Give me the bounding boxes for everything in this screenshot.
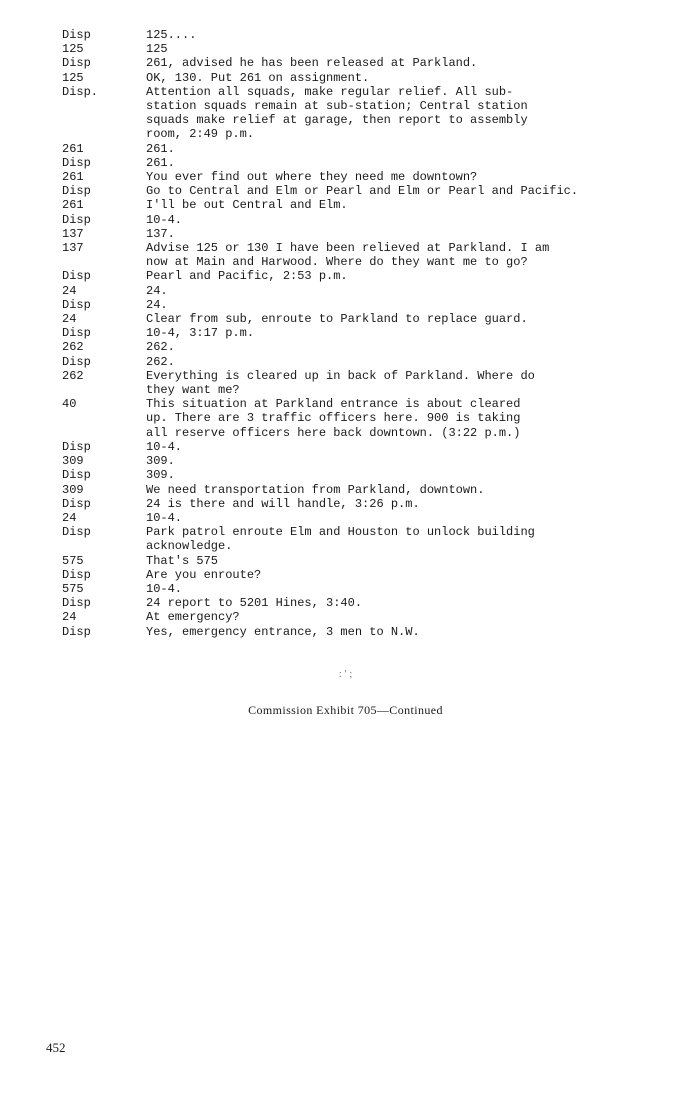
speaker-label: 262 [62, 368, 84, 383]
message-text: Are you enroute? [146, 567, 262, 582]
speaker-label: Disp [62, 596, 91, 611]
transcript-row [62, 468, 672, 482]
transcript-row [62, 241, 672, 269]
transcript-row [62, 355, 672, 369]
transcript-row [62, 596, 672, 610]
message-text: 261. [146, 155, 175, 170]
transcript-row [62, 56, 672, 70]
message-text: 10-4. [146, 510, 183, 525]
stray-marks: : ' ; [338, 668, 353, 680]
transcript-row [62, 610, 672, 624]
transcript-row [62, 397, 672, 440]
page-number: 452 [46, 1040, 66, 1055]
transcript-row [62, 142, 672, 156]
speaker-label: Disp [62, 496, 91, 511]
transcript-row [62, 28, 672, 42]
transcript-row [62, 298, 672, 312]
transcript-row [62, 85, 672, 142]
transcript-row [62, 554, 672, 568]
transcript-row [62, 454, 672, 468]
message-text: 10-4. [146, 581, 183, 596]
speaker-label: Disp [62, 155, 91, 170]
transcript-row [62, 269, 672, 283]
message-text: 24. [146, 297, 168, 312]
message-text: Everything is cleared up in back of Parkland. Where do they want me? [146, 368, 535, 398]
speaker-label: 137 [62, 241, 84, 256]
transcript-row [62, 369, 672, 397]
transcript-row [62, 213, 672, 227]
speaker-label: 137 [62, 226, 84, 241]
speaker-label: Disp [62, 326, 91, 341]
transcript-row [62, 312, 672, 326]
speaker-label: Disp [62, 525, 91, 540]
speaker-label: 309 [62, 454, 84, 469]
message-text: 24. [146, 283, 168, 298]
message-text: Advise 125 or 130 I have been relieved at Parkland. I am now at Main and Harwood. Where do they want me to go? [146, 241, 550, 270]
speaker-label: 309 [62, 482, 84, 497]
transcript-row [62, 326, 672, 340]
exhibit-caption: Commission Exhibit 705—Continued [248, 703, 443, 717]
message-text: Clear from sub, enroute to Parkland to replace guard. [146, 312, 528, 327]
speaker-label: 261 [62, 198, 84, 213]
speaker-label: 575 [62, 581, 84, 596]
transcript-row [62, 483, 672, 497]
transcript-row [62, 625, 672, 639]
speaker-label: Disp [62, 184, 91, 199]
speaker-label: 125 [62, 70, 84, 85]
message-text: 24 is there and will handle, 3:26 p.m. [146, 496, 420, 511]
speaker-label: 40 [62, 397, 77, 412]
transcript-row [62, 568, 672, 582]
transcript-row [62, 582, 672, 596]
message-text: We need transportation from Parkland, downtown. [146, 482, 485, 497]
transcript-row [62, 156, 672, 170]
message-text: OK, 130. Put 261 on assignment. [146, 70, 370, 85]
message-text: 10-4, 3:17 p.m. [146, 326, 255, 341]
speaker-label: Disp [62, 269, 91, 284]
transcript-row [62, 71, 672, 85]
speaker-label: 261 [62, 141, 84, 156]
message-text: 10-4. [146, 212, 183, 227]
speaker-label: 261 [62, 170, 84, 185]
message-text: 125.... [146, 28, 197, 42]
transcript-row [62, 511, 672, 525]
message-text: Attention all squads, make regular relief. All sub- station squads remain at sub-station; Central station squads make relief at garage, then report to assembly room, 2:49 p.m. [146, 84, 528, 142]
speaker-label: 24 [62, 610, 77, 625]
speaker-label: 24 [62, 283, 77, 298]
speaker-label: Disp [62, 297, 91, 312]
message-text: At emergency? [146, 610, 240, 625]
message-text: This situation at Parkland entrance is about cleared up. There are 3 traffic officers here. 900 is taking all reserve officers here back downtown. (3:22 p.m.) [146, 397, 521, 440]
speaker-label: Disp. [62, 84, 99, 99]
message-text: That's 575 [146, 553, 219, 568]
message-text: 309. [146, 454, 175, 469]
transcript-row [62, 198, 672, 212]
speaker-label: Disp [62, 468, 91, 483]
message-text: 262. [146, 354, 175, 369]
radio-log-transcript [62, 28, 672, 639]
transcript-row [62, 440, 672, 454]
speaker-label: 125 [62, 42, 84, 57]
speaker-label: Disp [62, 212, 91, 227]
message-text: 137. [146, 226, 175, 241]
message-text: 261. [146, 141, 175, 156]
message-text: Yes, emergency entrance, 3 men to N.W. [146, 624, 420, 639]
transcript-row [62, 284, 672, 298]
message-text: You ever find out where they need me downtown? [146, 170, 478, 185]
speaker-label: Disp [62, 56, 91, 71]
transcript-row [62, 184, 672, 198]
speaker-label: Disp [62, 439, 91, 454]
message-text: Go to Central and Elm or Pearl and Elm or Pearl and Pacific. [146, 184, 579, 199]
message-text: Pearl and Pacific, 2:53 p.m. [146, 269, 348, 284]
speaker-label: Disp [62, 624, 91, 639]
transcript-row [62, 227, 672, 241]
message-text: 309. [146, 468, 175, 483]
message-text: 125 [146, 42, 168, 57]
transcript-row [62, 497, 672, 511]
speaker-label: 575 [62, 553, 84, 568]
speaker-label: 24 [62, 312, 77, 327]
message-text: Park patrol enroute Elm and Houston to unlock building acknowledge. [146, 525, 535, 554]
message-text: I'll be out Central and Elm. [146, 198, 348, 213]
speaker-label: Disp [62, 28, 91, 42]
message-text: 262. [146, 340, 175, 355]
transcript-row [62, 525, 672, 553]
speaker-label: Disp [62, 567, 91, 582]
speaker-label: 262 [62, 340, 84, 355]
message-text: 10-4. [146, 439, 183, 454]
transcript-row [62, 42, 672, 56]
speaker-label: 24 [62, 510, 77, 525]
speaker-label: Disp [62, 354, 91, 369]
transcript-row [62, 340, 672, 354]
message-text: 261, advised he has been released at Parkland. [146, 56, 478, 71]
transcript-row [62, 170, 672, 184]
message-text: 24 report to 5201 Hines, 3:40. [146, 596, 363, 611]
